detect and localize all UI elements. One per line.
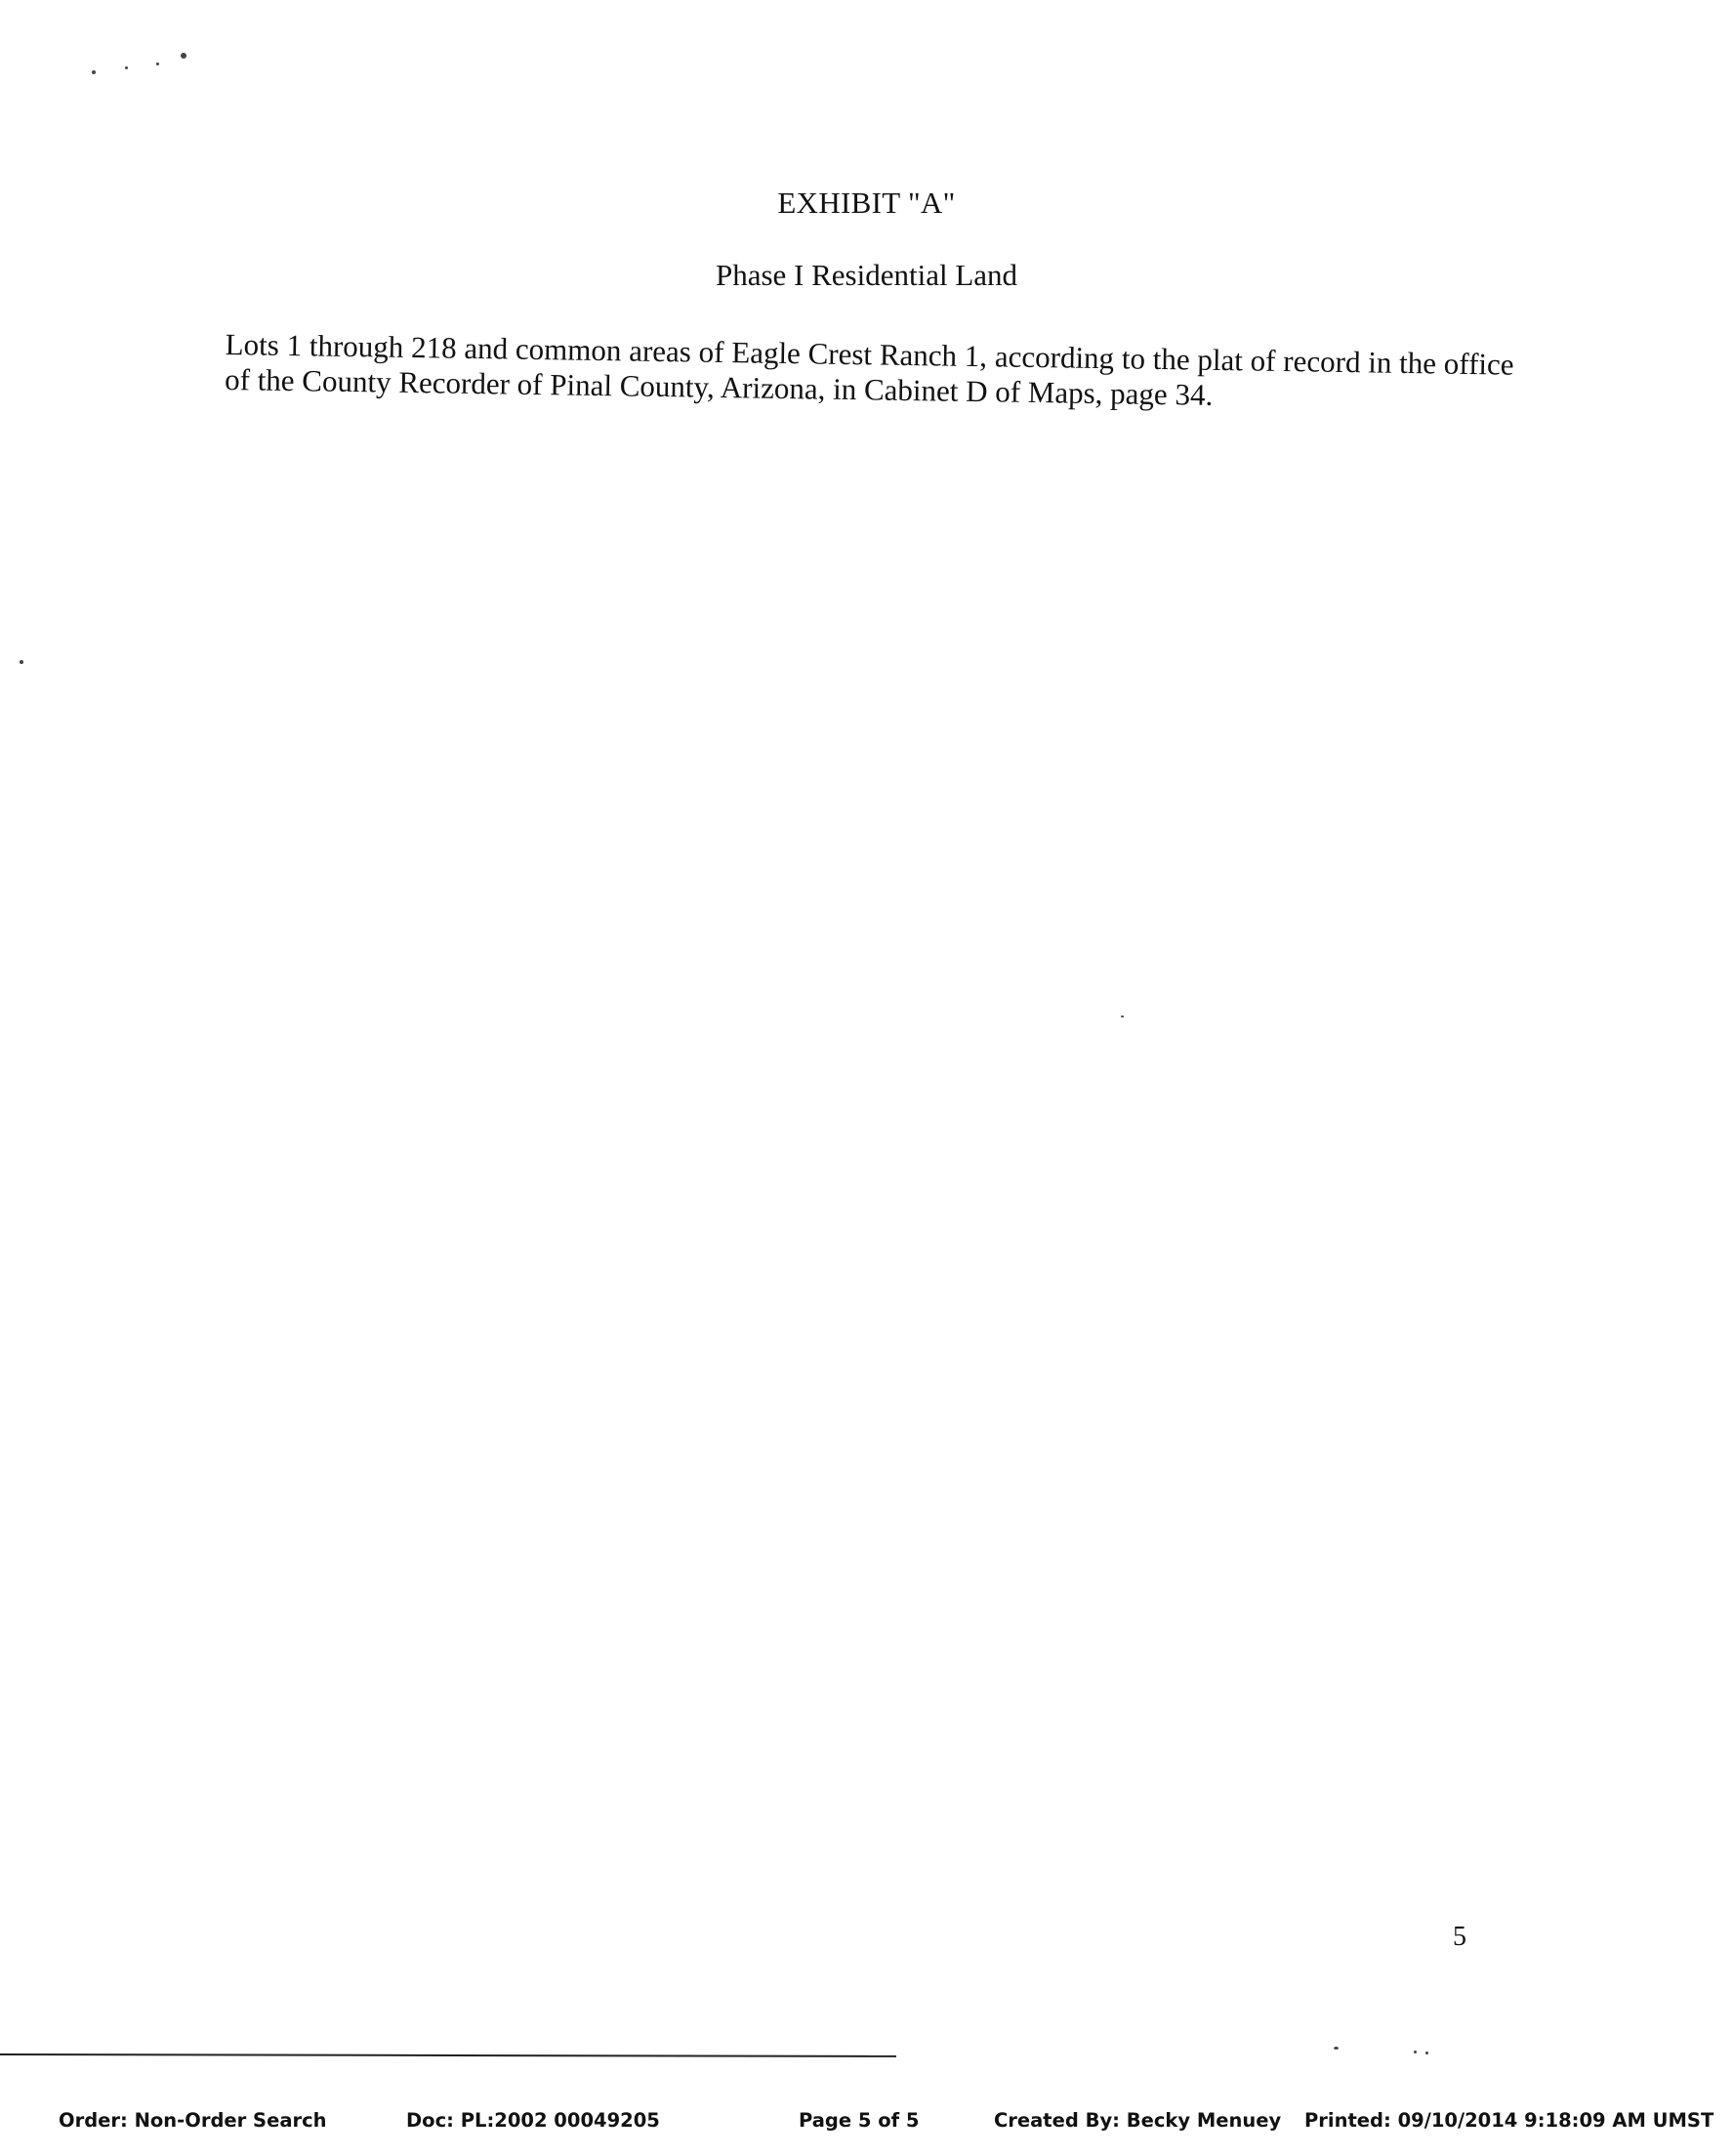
scan-speck <box>1425 2052 1428 2054</box>
scan-speck <box>1414 2051 1417 2053</box>
scan-speck <box>92 70 96 74</box>
scan-speck <box>156 62 159 65</box>
page-number: 5 <box>1453 1922 1466 1952</box>
scan-speck <box>20 660 23 664</box>
exhibit-title: EXHIBIT "A" <box>777 186 956 220</box>
footer-order: Order: Non-Order Search <box>59 2109 327 2132</box>
exhibit-subtitle: Phase I Residential Land <box>715 258 1018 292</box>
footer-divider <box>0 2053 896 2057</box>
legal-description: Lots 1 through 218 and common areas of Eagle Crest Ranch 1, according to the plat of record in the office of the County Recorder of Pinal County, Arizona, in Cabinet D of Maps, page 34. <box>224 327 1514 412</box>
print-footer <box>59 2109 1714 2132</box>
footer-printed: Printed: 09/10/2014 9:18:09 AM UMST <box>1304 2109 1714 2132</box>
scan-speck <box>1121 1016 1124 1017</box>
footer-created-by: Created By: Becky Menuey <box>994 2109 1282 2132</box>
footer-page: Page 5 of 5 <box>799 2109 920 2132</box>
scan-speck <box>181 53 186 59</box>
scan-speck <box>125 66 128 69</box>
scan-speck <box>1334 2047 1339 2050</box>
footer-doc: Doc: PL:2002 00049205 <box>406 2109 660 2132</box>
